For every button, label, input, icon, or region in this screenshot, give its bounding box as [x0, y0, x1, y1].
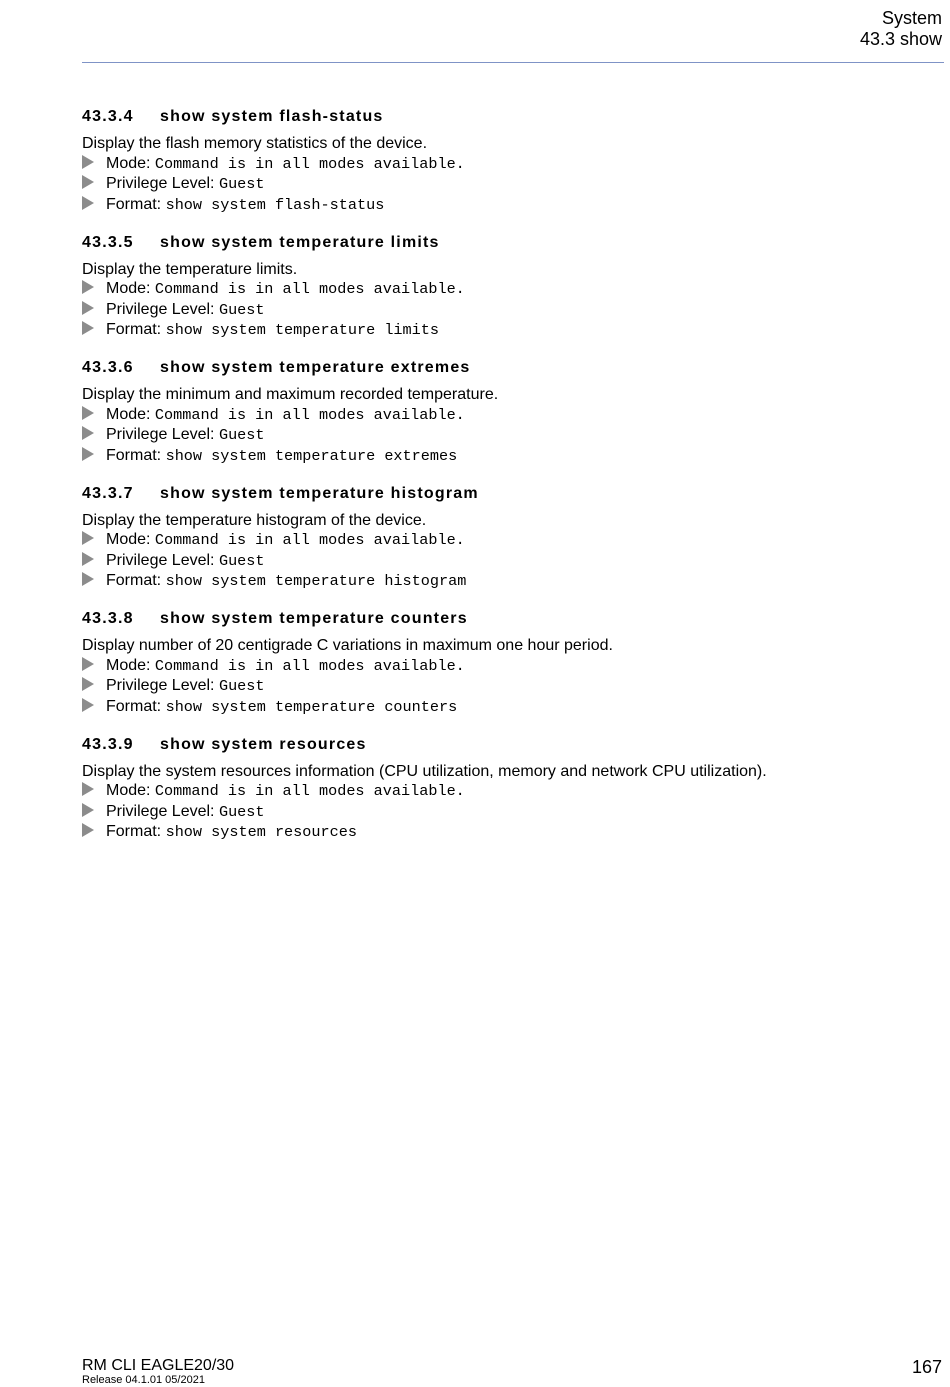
- format-value: show system temperature extremes: [165, 446, 458, 465]
- privilege-label: Privilege Level:: [106, 175, 215, 192]
- mode-line: [82, 530, 944, 551]
- format-line: [82, 571, 944, 592]
- section-heading: [82, 233, 944, 253]
- format-line: [82, 446, 944, 467]
- section-description: Display the minimum and maximum recorded temperature.: [82, 386, 499, 404]
- mode-value: Command is in all modes available.: [154, 154, 465, 173]
- mode-line: [82, 405, 944, 426]
- mode-label: Mode:: [106, 656, 151, 674]
- bullet-arrow-icon: [82, 280, 94, 294]
- section-title: show system resources: [160, 735, 367, 753]
- section-title: show system temperature histogram: [160, 484, 479, 502]
- page-number: 167: [911, 1357, 942, 1377]
- privilege-line: [82, 425, 944, 446]
- privilege-label: Privilege Level:: [106, 677, 215, 695]
- section-title: show system temperature limits: [160, 233, 440, 251]
- privilege-line: [82, 676, 944, 697]
- privilege-value: Guest: [218, 175, 265, 193]
- section: [82, 358, 944, 484]
- format-label: Format:: [106, 697, 162, 715]
- privilege-label: Privilege Level:: [106, 551, 215, 569]
- bullet-arrow-icon: [82, 531, 94, 545]
- mode-value: Command is in all modes available.: [154, 280, 465, 299]
- mode-label: Mode:: [106, 280, 151, 298]
- privilege-value: Guest: [218, 677, 265, 696]
- format-line: [82, 320, 944, 341]
- section-description: Display the temperature histogram of the device.: [82, 511, 427, 529]
- format-label: Format:: [106, 446, 162, 464]
- mode-label: Mode:: [106, 405, 151, 423]
- section-number: 43.3.6: [82, 359, 134, 377]
- section-number: 43.3.9: [82, 735, 134, 753]
- privilege-value: Guest: [218, 426, 265, 445]
- bullet-arrow-icon: [82, 552, 94, 566]
- section-heading: [82, 609, 944, 629]
- section-heading: [82, 107, 944, 127]
- mode-line: [82, 781, 944, 802]
- format-label: Format:: [106, 823, 162, 841]
- bullet-arrow-icon: [82, 175, 94, 189]
- format-value: show system temperature histogram: [165, 572, 467, 591]
- format-value: show system flash-status: [165, 195, 385, 214]
- bullet-arrow-icon: [82, 782, 94, 796]
- section: [82, 735, 944, 861]
- header-section: 43.3 show: [859, 29, 942, 49]
- header-chapter: System: [881, 8, 942, 28]
- bullet-arrow-icon: [82, 677, 94, 691]
- section-title: show system flash-status: [160, 108, 384, 125]
- bullet-arrow-icon: [82, 823, 94, 837]
- section-description: Display number of 20 centigrade C variations in maximum one hour period.: [82, 637, 613, 655]
- section-description: Display the temperature limits.: [82, 260, 298, 278]
- bullet-arrow-icon: [82, 426, 94, 440]
- section: [82, 107, 944, 233]
- bullet-arrow-icon: [82, 657, 94, 671]
- mode-line: [82, 656, 944, 677]
- mode-label: Mode:: [106, 531, 151, 549]
- format-line: [82, 822, 944, 843]
- section-description: Display the system resources information (CPU utilization, memory and network CPU utilization).: [82, 762, 767, 780]
- format-value: show system temperature limits: [165, 321, 439, 340]
- page-header: [860, 8, 942, 50]
- bullet-arrow-icon: [82, 321, 94, 335]
- mode-value: Command is in all modes available.: [154, 405, 465, 424]
- mode-label: Mode:: [106, 154, 151, 172]
- bullet-arrow-icon: [82, 447, 94, 461]
- header-divider: [82, 62, 944, 63]
- page-footer: [82, 1357, 234, 1387]
- privilege-label: Privilege Level:: [106, 802, 215, 820]
- main-content: [82, 107, 944, 861]
- privilege-line: [82, 300, 944, 321]
- section: [82, 484, 944, 610]
- section-heading: [82, 735, 944, 755]
- section-number: 43.3.7: [82, 484, 134, 502]
- format-value: show system resources: [165, 823, 357, 842]
- mode-value: Command is in all modes available.: [154, 531, 465, 550]
- mode-value: Command is in all modes available.: [154, 782, 465, 801]
- format-label: Format:: [106, 195, 162, 213]
- bullet-arrow-icon: [82, 698, 94, 712]
- bullet-arrow-icon: [82, 406, 94, 420]
- section-number: 43.3.5: [82, 233, 134, 251]
- section-number: 43.3.8: [82, 610, 134, 628]
- section-number: 43.3.4: [82, 108, 134, 125]
- bullet-arrow-icon: [82, 572, 94, 586]
- format-line: [82, 195, 944, 216]
- privilege-line: [82, 551, 944, 572]
- format-line: [82, 697, 944, 718]
- format-label: Format:: [106, 572, 162, 590]
- bullet-arrow-icon: [82, 803, 94, 817]
- footer-release: Release 04.1.01 05/2021: [82, 1374, 205, 1386]
- mode-value: Command is in all modes available.: [154, 656, 465, 675]
- privilege-value: Guest: [218, 300, 265, 319]
- format-value: show system temperature counters: [165, 697, 458, 716]
- privilege-label: Privilege Level:: [106, 300, 215, 318]
- section-title: show system temperature counters: [160, 610, 468, 628]
- footer-document-title: RM CLI EAGLE20/30: [82, 1357, 235, 1374]
- bullet-arrow-icon: [82, 155, 94, 169]
- privilege-line: [82, 802, 944, 823]
- section-title: show system temperature extremes: [160, 359, 471, 377]
- mode-label: Mode:: [106, 782, 151, 800]
- privilege-value: Guest: [218, 551, 265, 570]
- section: [82, 609, 944, 735]
- privilege-line: [82, 174, 944, 195]
- mode-line: [82, 279, 944, 300]
- section-description: Display the flash memory statistics of the device.: [82, 135, 428, 152]
- bullet-arrow-icon: [82, 196, 94, 210]
- bullet-arrow-icon: [82, 301, 94, 315]
- section-heading: [82, 484, 944, 504]
- section: [82, 233, 944, 359]
- format-label: Format:: [106, 321, 162, 339]
- privilege-value: Guest: [218, 802, 265, 821]
- privilege-label: Privilege Level:: [106, 426, 215, 444]
- section-heading: [82, 358, 944, 378]
- mode-line: [82, 154, 944, 175]
